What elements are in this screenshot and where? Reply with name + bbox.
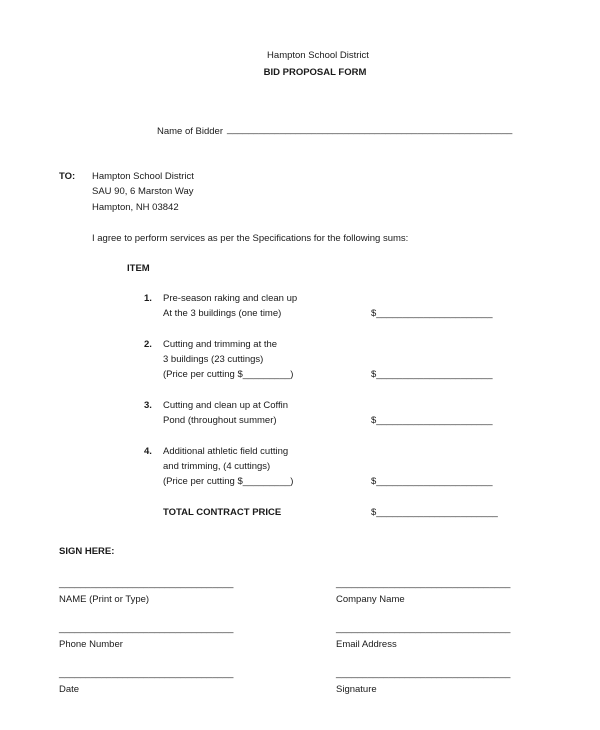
signature-label: Signature (336, 684, 377, 695)
item-4-line-3[interactable]: (Price per cutting $_________) (163, 476, 294, 487)
item-4-price-line[interactable]: $______________________ (371, 476, 493, 487)
phone-signature-line[interactable]: _________________________________ (59, 623, 234, 634)
item-2-line-2: 3 buildings (23 cuttings) (163, 354, 264, 365)
item-number-4: 4. (144, 446, 152, 457)
item-number-3: 3. (144, 400, 152, 411)
item-1-line-1: Pre-season raking and clean up (163, 293, 298, 304)
total-price-line[interactable]: $_______________________ (371, 507, 498, 518)
to-address-line-3: Hampton, NH 03842 (92, 202, 179, 213)
email-address-label: Email Address (336, 639, 397, 650)
to-address-line-2: SAU 90, 6 Marston Way (92, 186, 194, 197)
item-heading: ITEM (127, 263, 150, 274)
date-signature-line[interactable]: _________________________________ (59, 668, 234, 679)
bidder-name-line[interactable]: ______________________________________________________ (227, 124, 513, 135)
form-title: BID PROPOSAL FORM (263, 67, 367, 78)
item-1-line-2: At the 3 buildings (one time) (163, 308, 282, 319)
to-address-line-1: Hampton School District (92, 171, 194, 182)
sign-here-heading: SIGN HERE: (59, 546, 115, 557)
bidder-label: Name of Bidder (157, 126, 224, 137)
item-number-2: 2. (144, 339, 152, 350)
item-3-line-2: Pond (throughout summer) (163, 415, 277, 426)
company-name-label: Company Name (336, 594, 405, 605)
item-3-price-line[interactable]: $______________________ (371, 415, 493, 426)
item-2-line-3[interactable]: (Price per cutting $_________) (163, 369, 294, 380)
total-contract-price-label: TOTAL CONTRACT PRICE (163, 507, 282, 518)
signature-line[interactable]: _________________________________ (336, 668, 511, 679)
name-signature-line[interactable]: _________________________________ (59, 578, 234, 589)
phone-number-label: Phone Number (59, 639, 123, 650)
date-label: Date (59, 684, 80, 695)
item-4-line-1: Additional athletic field cutting (163, 446, 289, 457)
email-signature-line[interactable]: _________________________________ (336, 623, 511, 634)
to-label: TO: (59, 171, 76, 182)
company-signature-line[interactable]: _________________________________ (336, 578, 511, 589)
item-2-line-1: Cutting and trimming at the (163, 339, 278, 350)
item-3-line-1: Cutting and clean up at Coffin (163, 400, 288, 411)
name-label: NAME (Print or Type) (59, 594, 150, 605)
item-number-1: 1. (144, 293, 152, 304)
item-1-price-line[interactable]: $______________________ (371, 308, 493, 319)
item-2-price-line[interactable]: $______________________ (371, 369, 493, 380)
intro-text: I agree to perform services as per the Specifications for the following sums: (92, 233, 409, 244)
district-header: Hampton School District (267, 50, 369, 61)
item-4-line-2: and trimming, (4 cuttings) (163, 461, 271, 472)
